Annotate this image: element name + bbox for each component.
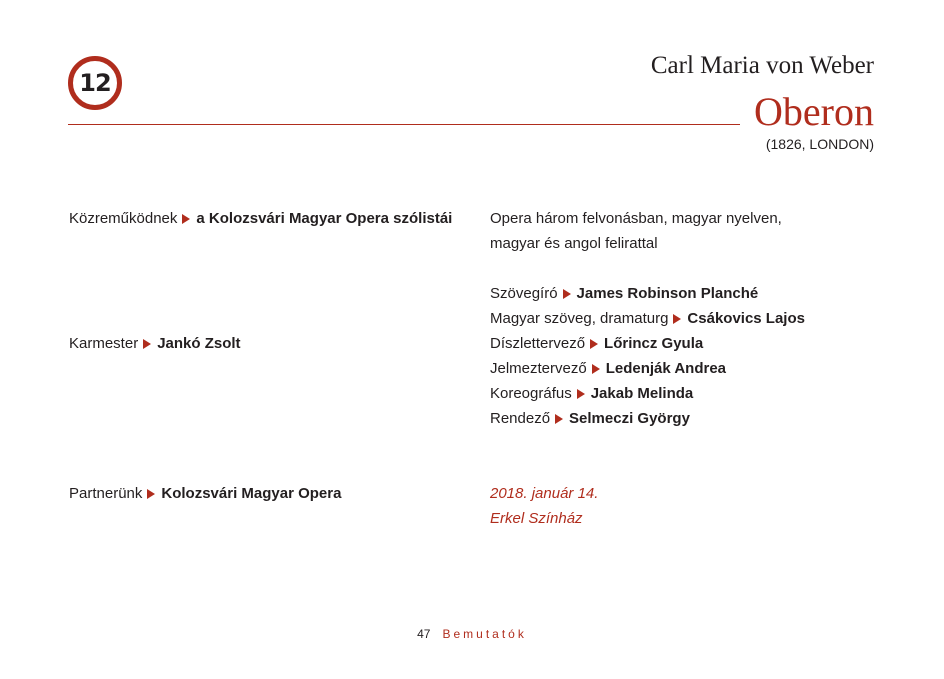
performance-date: 2018. január 14. [490, 485, 599, 502]
credit-label: Rendező [490, 410, 551, 427]
partner-value: Kolozsvári Magyar Opera [161, 485, 342, 502]
arrow-right-icon [143, 339, 151, 349]
arrow-right-icon [555, 414, 563, 424]
arrow-right-icon [563, 289, 571, 299]
credit-row [490, 406, 690, 431]
credit-label: Szövegíró [490, 285, 558, 302]
credit-value: Selmeczi György [569, 410, 690, 427]
performers-value: a Kolozsvári Magyar Opera szólistái [196, 210, 453, 227]
production-number-badge [68, 56, 122, 110]
credit-value: Ledenják Andrea [605, 360, 727, 377]
section-name: Bemutatók [442, 627, 527, 641]
credit-value: Jakab Melinda [590, 385, 694, 402]
arrow-right-icon [577, 389, 585, 399]
partner-label: Partnerünk [69, 485, 143, 502]
header-rule [68, 124, 740, 125]
performance-venue: Erkel Színház [490, 510, 583, 527]
credit-row [490, 306, 805, 331]
composer-name: Carl Maria von Weber [650, 52, 874, 79]
credit-label: Jelmeztervező [490, 360, 587, 377]
performers-label: Közreműködnek [69, 210, 178, 227]
credit-row [490, 331, 703, 356]
arrow-right-icon [147, 489, 155, 499]
production-number: 12 [79, 69, 111, 97]
opera-title: Oberon [754, 89, 874, 134]
arrow-right-icon [182, 214, 190, 224]
credit-value: Csákovics Lajos [687, 310, 805, 327]
performers-row [69, 206, 452, 231]
arrow-right-icon [592, 364, 600, 374]
credit-value: Lőrincz Gyula [604, 335, 704, 352]
page-number: 47 [417, 627, 431, 641]
arrow-right-icon [673, 314, 681, 324]
credit-row [490, 356, 726, 381]
description-line-2: magyar és angol felirattal [490, 235, 658, 252]
credit-label: Díszlettervező [490, 335, 586, 352]
credit-label: Koreográfus [490, 385, 572, 402]
arrow-right-icon [590, 339, 598, 349]
conductor-label: Karmester [69, 335, 139, 352]
description-line-1: Opera három felvonásban, magyar nyelven, [490, 210, 782, 227]
credit-row [490, 281, 758, 306]
page-footer [0, 627, 944, 641]
credit-value: James Robinson Planché [576, 285, 759, 302]
credit-row [490, 381, 693, 406]
conductor-value: Jankó Zsolt [157, 335, 241, 352]
credit-label: Magyar szöveg, dramaturg [490, 310, 669, 327]
premiere-info: (1826, LONDON) [765, 136, 874, 152]
conductor-row [69, 331, 241, 356]
partner-row [69, 481, 341, 506]
